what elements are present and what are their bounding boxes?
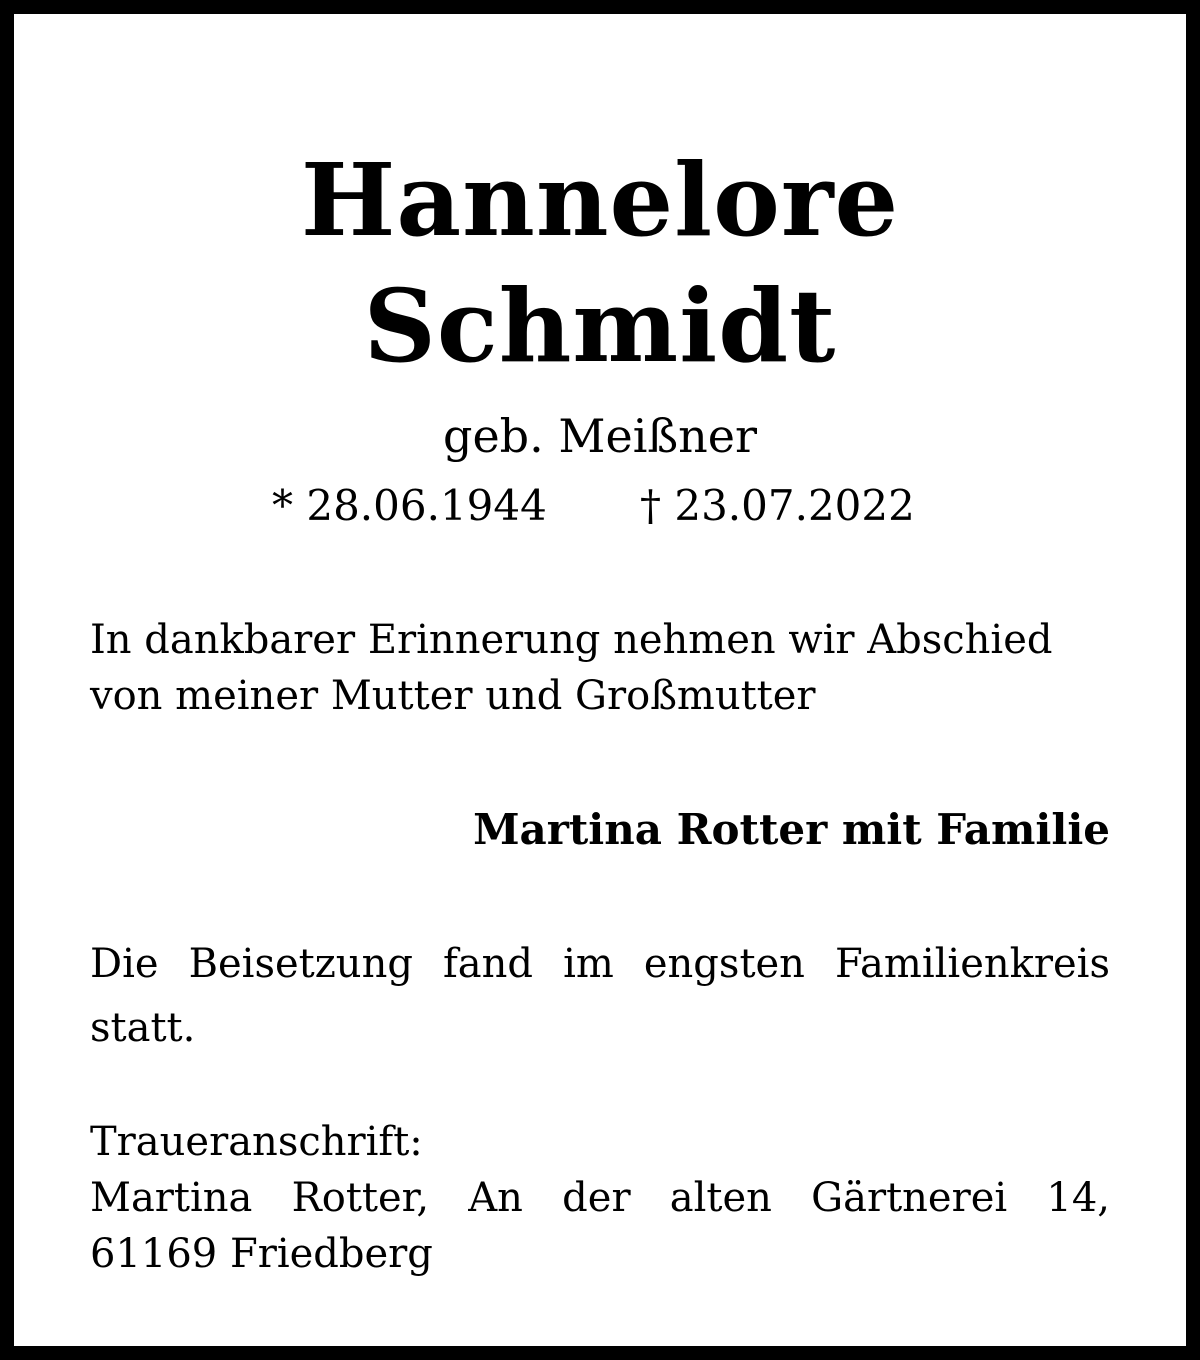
deceased-first-name: Hannelore [300,141,900,259]
address-line: 61169 Friedberg [90,1231,433,1277]
death-date: † 23.07.2022 [640,481,915,530]
address-line: Martina Rotter, An der alten Gärtnerei 14, [90,1175,1110,1221]
deceased-last-name: Schmidt [363,267,837,385]
burial-text-line: Die Beisetzung fand im engsten Familienkreis [90,941,1110,987]
intro-text-line: In dankbarer Erinnerung nehmen wir Abschied [90,617,1053,663]
maiden-name: geb. Meißner [443,409,757,463]
birth-date: * 28.06.1944 [272,481,547,530]
life-dates [14,478,1186,538]
intro-text-line: von meiner Mutter und Großmutter [90,673,816,719]
burial-text-line: statt. [90,1005,196,1051]
address-label: Traueranschrift: [90,1119,423,1165]
signer-name: Martina Rotter mit Familie [473,805,1110,854]
